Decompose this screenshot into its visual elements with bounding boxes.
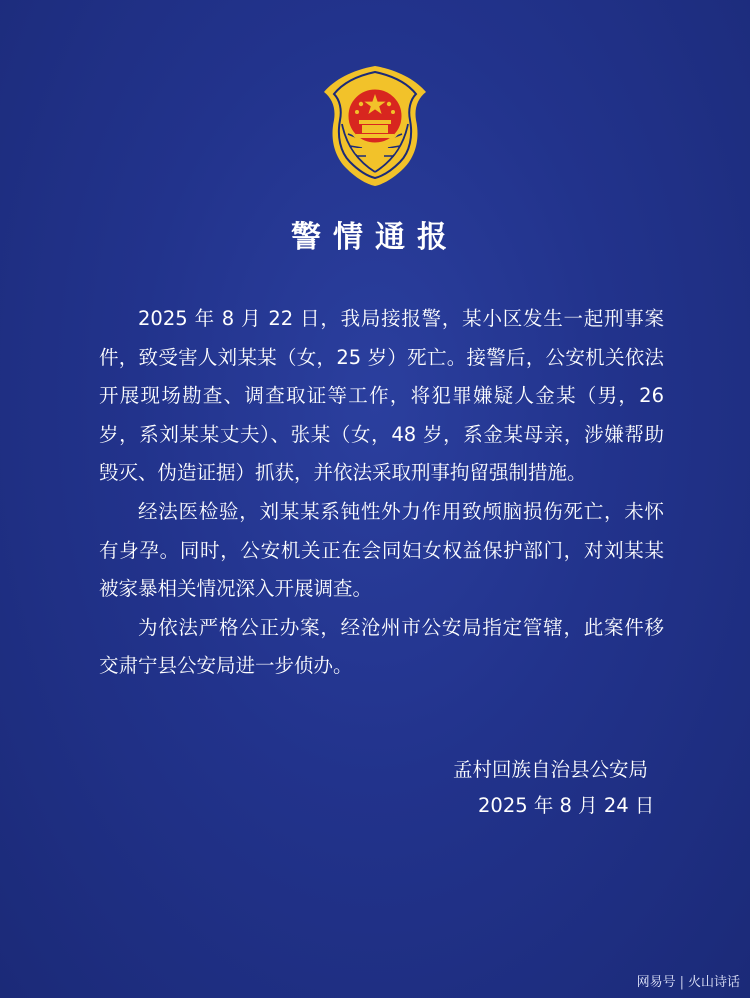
issue-date: 2025 年 8 月 24 日 bbox=[478, 794, 655, 817]
notice-title: 警情通报 bbox=[291, 220, 459, 255]
signature-block bbox=[420, 752, 690, 824]
watermark bbox=[637, 971, 740, 990]
notice-body bbox=[99, 300, 664, 686]
police-emblem-icon bbox=[312, 64, 438, 188]
notice-paragraph: 为依法严格公正办案，经沧州市公安局指定管辖，此案件移交肃宁县公安局进一步侦办。 bbox=[99, 615, 664, 678]
notice-paragraph: 2025 年 8 月 22 日，我局接报警，某小区发生一起刑事案件，致受害人刘某某（女，25 岁）死亡。接警后，公安机关依法开展现场勘查、调查取证等工作，将犯罪嫌疑人金某（男，26 岁，系刘某某丈夫）、张某（女，48 岁，系金某母亲，涉嫌帮助毁灭、伪造证据）抓获，并依法采取刑事拘留强制措施。 bbox=[99, 307, 664, 485]
watermark-separator: | bbox=[679, 975, 684, 990]
issuing-agency: 孟村回族自治县公安局 bbox=[453, 758, 649, 781]
watermark-author: 火山诗话 bbox=[687, 975, 740, 990]
watermark-source: 网易号 bbox=[636, 975, 676, 990]
notice-paragraph: 经法医检验，刘某某系钝性外力作用致颅脑损伤死亡，未怀有身孕。同时，公安机关正在会同妇女权益保护部门，对刘某某被家暴相关情况深入开展调查。 bbox=[99, 499, 664, 601]
